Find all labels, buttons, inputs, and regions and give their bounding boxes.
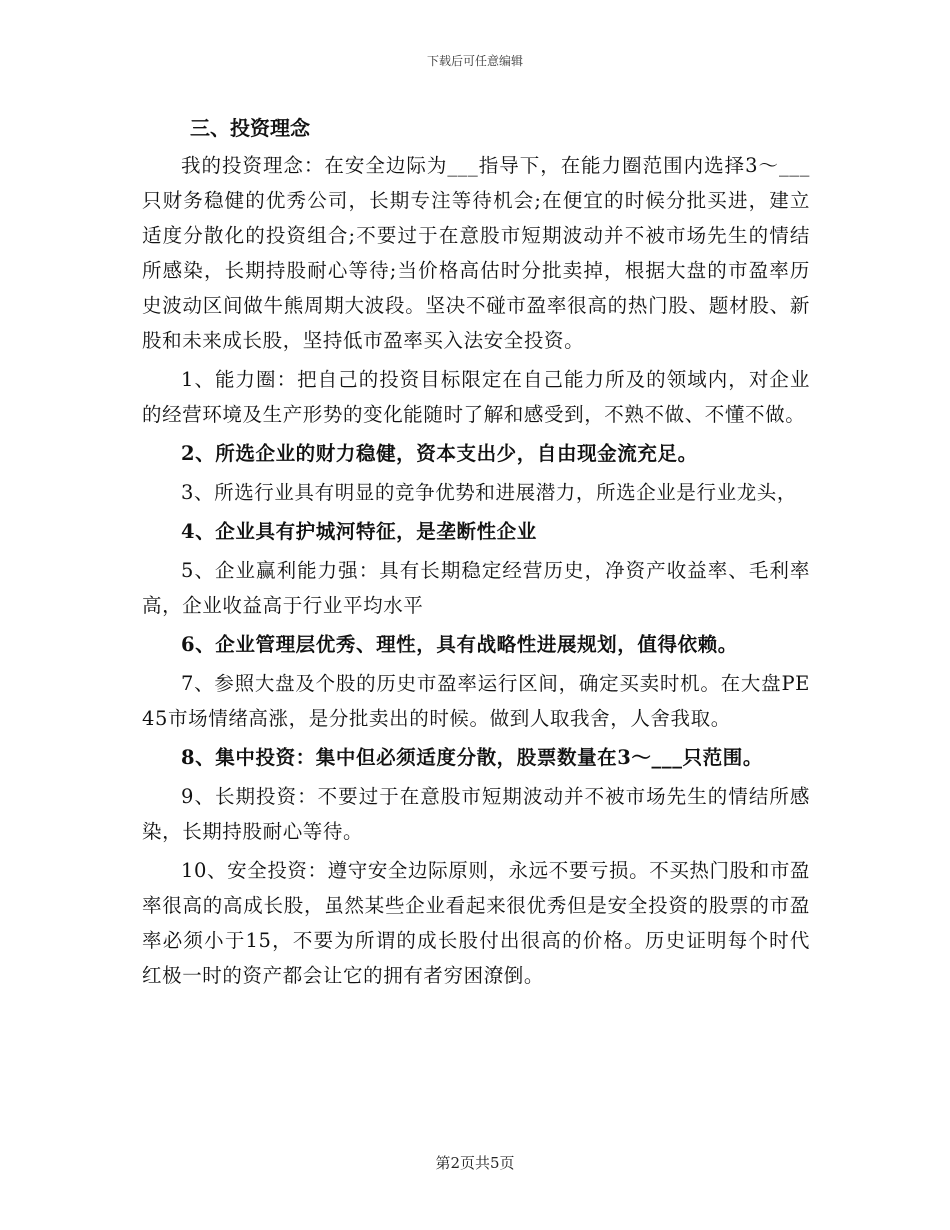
paragraph-item-7: 7、参照大盘及个股的历史市盈率运行区间，确定买卖时机。在大盘PE45市场情绪高涨，是分批卖出的时候。做到人取我舍，人舍我取。 xyxy=(142,672,810,730)
section-title: 三、投资理念 xyxy=(190,116,310,140)
paragraph-item-6: 6、企业管理层优秀、理性，具有战略性进展规划，值得依赖。 xyxy=(181,633,738,656)
paragraph-item-3: 3、所选行业具有明显的竞争优势和进展潜力，所选企业是行业龙头， xyxy=(181,481,798,504)
paragraph-investment-philosophy: 我的投资理念：在安全边际为___指导下，在能力圈范围内选择3～___只财务稳健的优秀公司，长期专注等待机会;在便宜的时候分批买进，建立适度分散化的投资组合;不要过于在意股市短期波动并不被市场先生的情结所感染，长期持股耐心等待;当价格高估时分批卖掉，根据大盘的市盈率历史波动区间做牛熊周期大波段。坚决不碰市盈率很高的热门股、题材股、新股和未来成长股，坚持低市盈率买入法安全投资。 xyxy=(142,154,810,352)
paragraph-item-1: 1、能力圈：把自己的投资目标限定在自己能力所及的领域内，对企业的经营环境及生产形势的变化能随时了解和感受到，不熟不做、不懂不做。 xyxy=(142,368,810,426)
paragraph-item-2: 2、所选企业的财力稳健，资本支出少，自由现金流充足。 xyxy=(181,442,698,465)
paragraph-item-10: 10、安全投资：遵守安全边际原则，永远不要亏损。不买热门股和市盈率很高的高成长股，虽然某些企业看起来很优秀但是安全投资的股票的市盈率必须小于15，不要为所谓的成长股付出很高的价格。历史证明每个时代红极一时的资产都会让它的拥有者穷困潦倒。 xyxy=(142,859,811,987)
page-footer: 第2页共5页 xyxy=(435,1154,515,1172)
paragraph-item-4: 4、企业具有护城河特征，是垄断性企业 xyxy=(181,520,537,543)
page-header: 下载后可任意编辑 xyxy=(426,54,523,68)
paragraph-item-8: 8、集中投资：集中但必须适度分散，股票数量在3～___只范围。 xyxy=(181,746,763,769)
paragraph-item-5: 5、企业赢利能力强：具有长期稳定经营历史，净资产收益率、毛利率高，企业收益高于行业平均水平 xyxy=(142,559,810,617)
paragraph-item-9: 9、长期投资：不要过于在意股市短期波动并不被市场先生的情结所感染，长期持股耐心等待。 xyxy=(142,785,810,843)
document-body xyxy=(142,110,810,997)
